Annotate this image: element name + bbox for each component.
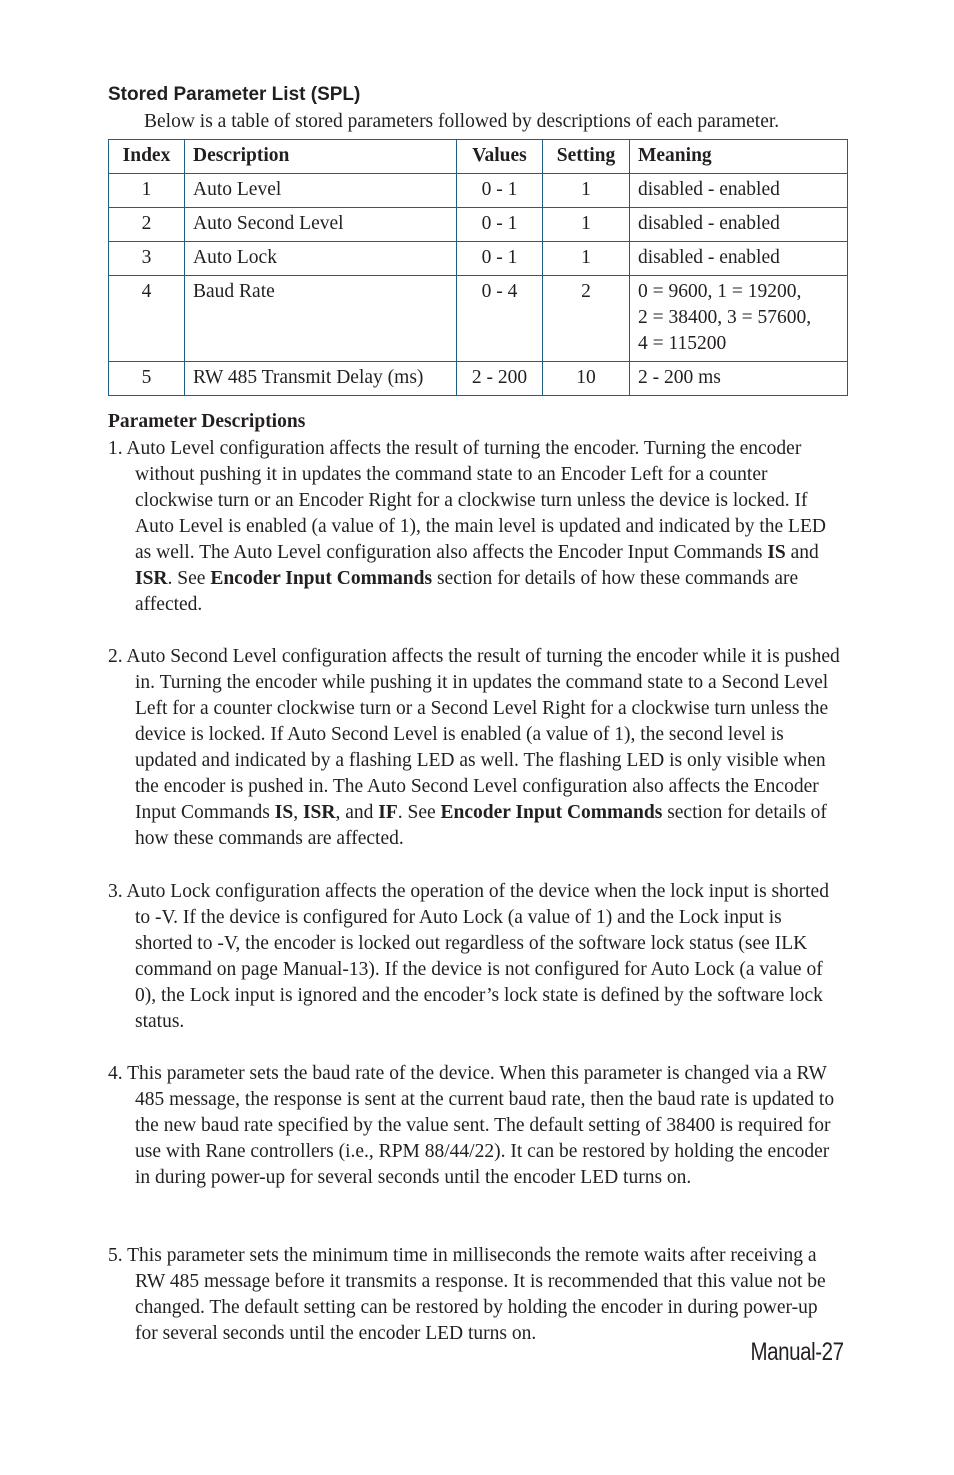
cell-description: Auto Level	[185, 174, 457, 208]
cell-values: 0 - 1	[457, 208, 543, 242]
cell-meaning	[630, 276, 848, 362]
cell-setting: 1	[543, 242, 630, 276]
page-number: Manual-27	[750, 1338, 844, 1366]
table-header-row	[109, 140, 848, 174]
cell-index: 3	[109, 242, 185, 276]
cell-meaning: disabled - enabled	[630, 242, 848, 276]
command-isr: ISR	[135, 568, 168, 589]
table-row	[109, 208, 848, 242]
cell-setting: 1	[543, 208, 630, 242]
cell-setting: 10	[543, 362, 630, 396]
section-heading: Stored Parameter List (SPL)	[108, 84, 361, 105]
table-row	[109, 242, 848, 276]
cell-setting: 1	[543, 174, 630, 208]
meaning-line: 2 = 38400, 3 = 57600,	[638, 307, 812, 328]
cell-description: Auto Lock	[185, 242, 457, 276]
cell-meaning: 2 - 200 ms	[630, 362, 848, 396]
cell-index: 4	[109, 276, 185, 362]
command-if: IF	[378, 802, 398, 823]
header-index: Index	[109, 140, 185, 174]
meaning-line: 0 = 9600, 1 = 19200,	[638, 281, 802, 302]
cell-index: 1	[109, 174, 185, 208]
description-paragraph-2: 2. Auto Second Level configuration affects the result of turning the encoder while it is pushed in. Turning the encoder while pushing it in updates the command state to a Second Level Left for a counter clockwise turn or a Second Level Right for a clockwise turn unless the device is locked. If Auto Second Level is enabled (a value of 1), the second level is updated and indicated by a flashing LED as well. The flashing LED is only visible when the encoder is pushed in. The Auto Second Level configuration also affects the Encoder Input Commands IS, ISR, and IF. See Encoder Input Commands section for details of how these commands are affected.	[108, 646, 840, 849]
cell-description: RW 485 Transmit Delay (ms)	[185, 362, 457, 396]
cell-meaning: disabled - enabled	[630, 208, 848, 242]
cell-values: 2 - 200	[457, 362, 543, 396]
cell-values: 0 - 1	[457, 174, 543, 208]
header-description: Description	[185, 140, 457, 174]
section-reference: Encoder Input Commands	[210, 568, 433, 589]
table-row	[109, 276, 848, 362]
cell-index: 5	[109, 362, 185, 396]
command-is: IS	[767, 542, 786, 563]
cell-setting: 2	[543, 276, 630, 362]
cell-meaning: disabled - enabled	[630, 174, 848, 208]
description-paragraph-3: 3. Auto Lock configuration affects the operation of the device when the lock input is shorted to -V. If the device is configured for Auto Lock (a value of 1) and the Lock input is shorted to -V, the encoder is locked out regardless of the software lock status (see ILK command on page Manual-13). If the device is not configured for Auto Lock (a value of 0), the Lock input is ignored and the encoder’s lock state is defined by the software lock status.	[108, 881, 829, 1032]
description-paragraph-5: 5. This parameter sets the minimum time in milliseconds the remote waits after receiving a RW 485 message before it transmits a response. It is recommended that this value not be changed. The default setting can be restored by holding the encoder in during power-up for several seconds until the encoder LED turns on.	[108, 1245, 826, 1344]
meaning-line: 4 = 115200	[638, 333, 727, 354]
command-isr: ISR	[302, 802, 336, 823]
stored-parameter-table	[108, 139, 848, 396]
cell-description: Auto Second Level	[185, 208, 457, 242]
header-values: Values	[457, 140, 543, 174]
header-meaning: Meaning	[630, 140, 848, 174]
description-paragraph-4: 4. This parameter sets the baud rate of the device. When this parameter is changed via a RW 485 message, the response is sent at the current baud rate, then the baud rate is updated to the new baud rate specified by the value sent. The default setting of 38400 is required for use with Rane controllers (i.e., RPM 88/44/22). It can be restored by holding the encoder in during power-up for several seconds until the encoder LED turns on.	[108, 1063, 835, 1188]
description-paragraph-1: 1. Auto Level configuration affects the result of turning the encoder. Turning the encoder without pushing it in updates the command state to an Encoder Left for a counter clockwise turn or an Encoder Right for a clockwise turn unless the device is locked. If Auto Level is enabled (a value of 1), the main level is updated and indicated by the LED as well. The Auto Level configuration also affects the Encoder Input Commands IS and ISR. See Encoder Input Commands section for details of how these commands are affected.	[108, 438, 826, 615]
table-row	[109, 174, 848, 208]
cell-values: 0 - 4	[457, 276, 543, 362]
table-row	[109, 362, 848, 396]
section-reference: Encoder Input Commands	[440, 802, 663, 823]
command-is: IS	[274, 802, 294, 823]
cell-values: 0 - 1	[457, 242, 543, 276]
cell-index: 2	[109, 208, 185, 242]
header-setting: Setting	[543, 140, 630, 174]
cell-description: Baud Rate	[185, 276, 457, 362]
descriptions-title: Parameter Descriptions	[108, 411, 306, 432]
intro-text: Below is a table of stored parameters followed by descriptions of each parameter.	[144, 111, 780, 132]
